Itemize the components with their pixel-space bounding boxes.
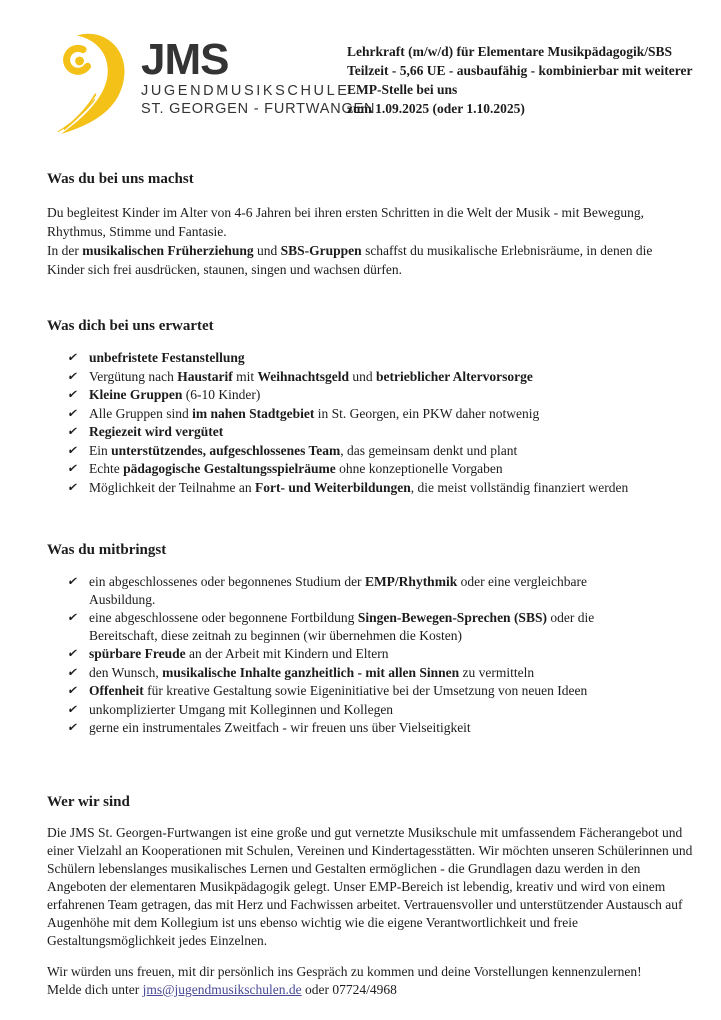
text-run: eine abgeschlossene oder begonnene Fortbildung xyxy=(89,610,358,625)
checkmark-icon: ✔ xyxy=(66,683,80,697)
checkmark-icon: ✔ xyxy=(66,368,80,383)
list-item-text xyxy=(89,683,587,698)
bold-text: Regiezeit wird vergütet xyxy=(89,424,224,439)
text-run: oder 07724/4968 xyxy=(301,982,397,997)
job-title-line-1: Lehrkraft (m/w/d) für Elementare Musikpädagogik/SBS xyxy=(347,44,673,59)
text-run: und xyxy=(253,243,281,258)
logo-location: ST. GEORGEN - FURTWANGEN xyxy=(141,101,376,118)
text-run: unkomplizierter Umgang mit Kolleginnen und Kollegen xyxy=(89,701,394,717)
document-header xyxy=(47,28,693,138)
list-item xyxy=(68,349,693,367)
requirements-list xyxy=(47,573,693,737)
list-item xyxy=(68,460,693,478)
list-item xyxy=(68,609,693,644)
checkmark-icon: ✔ xyxy=(66,610,80,624)
checkmark-icon: ✔ xyxy=(66,574,80,588)
list-item-text xyxy=(89,387,260,402)
list-item xyxy=(68,442,693,460)
checkmark-icon: ✔ xyxy=(66,350,80,364)
text-run: Ausbildung. xyxy=(89,591,156,607)
section-was-dich-erwartet xyxy=(47,317,693,496)
text-run: Bereitschaft, diese zeitnah zu beginnen (wir übernehmen die Kosten) xyxy=(89,627,462,643)
bold-text: betrieblicher Altervorsorge xyxy=(376,368,533,384)
text-run: Melde dich unter xyxy=(47,982,143,997)
text-run: Die JMS St. Georgen-Furtwangen ist eine große und gut vernetzte Musikschule mit umfassendem Fächerangebot und einer Vielzahl an Kooperationen mit Schulen, Vereinen und Kindertagesstätten. Wir möchten unseren Schülerinnen und Schülern lebenslanges musikalisches Lernen und Gestalten ermöglichen - die Grundlagen dazu werden in den Angeboten der elementaren Musikpädagogik gelegt. Unser EMP-Bereich ist lebendig, kreativ und wird von einem erfahrenen Team getragen, das mit Herz und Fachwissen arbeitet. Vertrauensvoller und unterstützender Austausch auf Augenhöhe mit dem Kollegium ist uns ebenso wichtig wie die eigene Verantwortlichkeit und freie Gestaltungsmöglichkeit jedes Einzelnen. xyxy=(47,824,693,948)
bold-text: unterstützendes, aufgeschlossenes Team xyxy=(111,442,341,458)
list-item xyxy=(68,719,693,737)
text-run: ein abgeschlossenes oder begonnenes Studium der xyxy=(89,574,365,589)
job-title-block xyxy=(347,42,693,118)
checkmark-icon: ✔ xyxy=(66,701,80,716)
text-run: , das gemeinsam denkt und plant xyxy=(340,442,518,458)
benefits-list xyxy=(47,349,693,496)
bold-text: unbefristete Festanstellung xyxy=(89,350,245,365)
list-item-text xyxy=(89,424,223,439)
bold-text: Offenheit xyxy=(89,683,144,698)
list-item xyxy=(68,368,693,386)
logo-text xyxy=(141,35,376,118)
text-run: Wir würden uns freuen, mit dir persönlich ins Gespräch zu kommen und deine Vorstellungen kennenzulernen! xyxy=(47,964,642,979)
list-item xyxy=(68,701,693,719)
list-item xyxy=(68,386,693,404)
list-item-text xyxy=(89,646,388,661)
checkmark-icon: ✔ xyxy=(66,405,80,420)
text-run: ohne konzeptionelle Vorgaben xyxy=(335,461,503,476)
bold-text: musikalische Inhalte ganzheitlich - mit allen Sinnen xyxy=(162,664,460,680)
list-item-text xyxy=(89,720,471,735)
checkmark-icon: ✔ xyxy=(66,479,80,494)
list-item xyxy=(68,479,693,497)
text-run: zu vermitteln xyxy=(459,664,535,680)
job-title-line-2: Teilzeit - 5,66 UE - ausbaufähig - kombinierbar mit weiterer xyxy=(347,63,693,78)
bold-text: Haustarif xyxy=(177,368,233,384)
list-item-text xyxy=(89,406,539,421)
text-run: und xyxy=(349,368,377,384)
text-run: (6-10 Kinder) xyxy=(182,387,261,402)
list-item-text xyxy=(89,461,503,476)
text-run: , die meist vollständig finanziert werden xyxy=(410,479,629,495)
list-item xyxy=(68,423,693,441)
about-paragraph xyxy=(47,824,693,950)
section-paragraph xyxy=(47,203,693,279)
bold-text: spürbare Freude xyxy=(89,646,186,661)
contact-paragraph xyxy=(47,963,693,999)
text-run: gerne ein instrumentales Zweitfach - wir freuen uns über Vielseitigkeit xyxy=(89,720,471,735)
text-run: an der Arbeit mit Kindern und Eltern xyxy=(185,646,389,661)
checkmark-icon: ✔ xyxy=(66,461,80,475)
text-run: Alle Gruppen sind xyxy=(89,405,193,421)
list-item-text xyxy=(89,369,533,384)
text-run: den Wunsch, xyxy=(89,664,163,680)
section-was-du-machst xyxy=(47,170,693,279)
bold-text: Weihnachtsgeld xyxy=(257,368,350,384)
text-run: Möglichkeit der Teilnahme an xyxy=(89,479,256,495)
job-title-line-3: EMP-Stelle bei uns xyxy=(347,82,458,97)
bold-text: SBS-Gruppen xyxy=(280,243,362,258)
logo-abbr: JMS xyxy=(141,35,229,84)
bold-text: im nahen Stadtgebiet xyxy=(192,405,315,421)
list-item-text xyxy=(89,610,594,643)
section-heading: Was du mitbringst xyxy=(47,542,167,558)
text-run: für kreative Gestaltung sowie Eigeninitiative bei der Umsetzung von neuen Ideen xyxy=(143,683,588,698)
checkmark-icon: ✔ xyxy=(66,664,80,679)
jms-logo xyxy=(47,28,376,138)
list-item-text xyxy=(89,480,628,495)
bold-text: pädagogische Gestaltungsspielräume xyxy=(123,461,336,476)
section-heading: Was dich bei uns erwartet xyxy=(47,318,214,334)
text-run: Ein xyxy=(89,442,112,458)
job-title-line-4: zum 1.09.2025 (oder 1.10.2025) xyxy=(347,101,525,116)
section-heading: Wer wir sind xyxy=(47,793,130,810)
list-item xyxy=(68,573,693,608)
text-run: in St. Georgen, ein PKW daher notwenig xyxy=(314,405,540,421)
text-run: oder die xyxy=(546,610,595,625)
section-heading: Was du bei uns machst xyxy=(47,171,194,187)
checkmark-icon: ✔ xyxy=(66,442,80,457)
section-was-du-mitbringst xyxy=(47,541,693,737)
bold-text: Kleine Gruppen xyxy=(89,387,183,402)
section-wer-wir-sind xyxy=(47,793,693,1000)
bold-text: Singen-Bewegen-Sprechen (SBS) xyxy=(357,610,547,625)
list-item-text xyxy=(89,574,587,607)
checkmark-icon: ✔ xyxy=(66,387,80,401)
logo-school-name: JUGENDMUSIKSCHULE xyxy=(141,83,350,100)
list-item xyxy=(68,405,693,423)
list-item-text xyxy=(89,350,245,365)
email-link[interactable]: jms@jugendmusikschulen.de xyxy=(142,982,302,997)
bold-text: EMP/Rhythmik xyxy=(364,574,458,589)
text-run: Vergütung nach xyxy=(89,368,178,384)
list-item-text xyxy=(89,702,393,717)
list-item-text xyxy=(89,665,534,680)
text-run: Du begleitest Kinder im Alter von 4-6 Jahren bei ihren ersten Schritten in die Welt der Musik - mit Bewegung, Rhythmus, Stimme und Fantasie. xyxy=(47,205,645,239)
list-item xyxy=(68,682,693,700)
list-item-text xyxy=(89,443,517,458)
checkmark-icon: ✔ xyxy=(66,424,80,438)
bold-text: Fort- und Weiterbildungen xyxy=(255,479,411,495)
text-run: mit xyxy=(232,368,258,384)
text-run: oder eine vergleichbare xyxy=(457,574,588,589)
text-run: Echte xyxy=(89,461,124,476)
checkmark-icon: ✔ xyxy=(66,646,80,660)
text-run: In der xyxy=(47,243,83,258)
list-item xyxy=(68,664,693,682)
text-run: schaffst du musikalische Erlebnisräume, in denen die Kinder sich frei ausdrücken, staunen, singen und wachsen dürfen. xyxy=(47,243,653,277)
bold-text: musikalischen Früherziehung xyxy=(82,243,254,258)
list-item xyxy=(68,645,693,663)
bass-clef-icon xyxy=(47,28,135,138)
checkmark-icon: ✔ xyxy=(66,720,80,734)
